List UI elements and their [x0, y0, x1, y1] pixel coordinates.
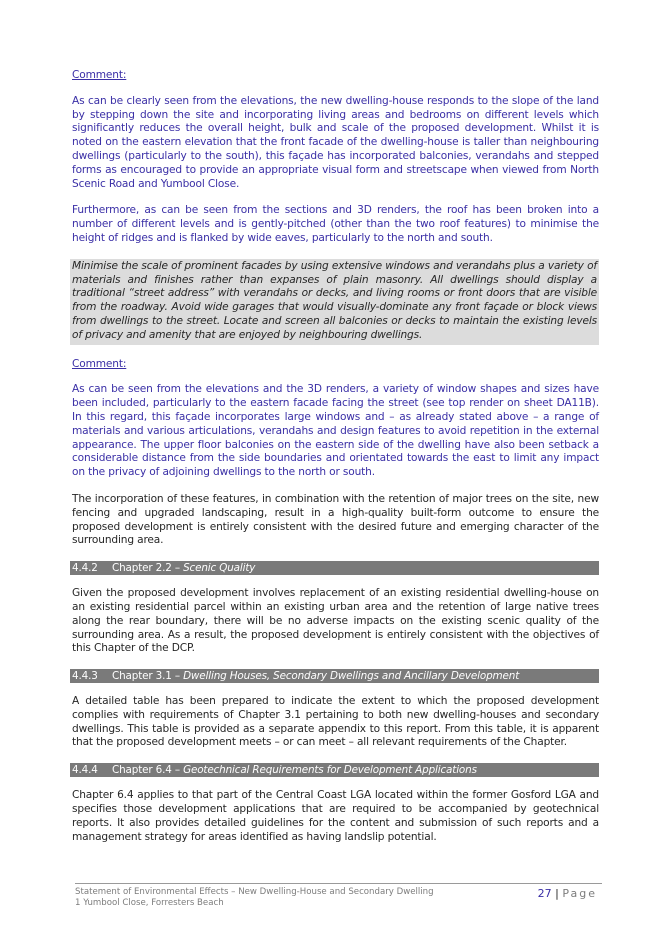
section-heading-4-4-2	[70, 561, 599, 575]
section-title-italic: Geotechnical Requirements for Development Applications	[183, 764, 477, 777]
section-heading-4-4-4	[70, 763, 599, 777]
section-number: 4.4.3	[72, 670, 98, 683]
section-title: Chapter 6.4 –	[112, 764, 184, 777]
section-title: Chapter 2.2 –	[112, 562, 184, 575]
body-paragraph: Chapter 6.4 applies to that part of the Central Coast LGA located within the former Gosford LGA and specifies those development applications that are required to be accompanied by geotechnical reports. It also provides detailed guidelines for the content and submission of such reports and a management strategy for areas identified as having landslip potential.	[72, 789, 599, 843]
comment-paragraph: As can be clearly seen from the elevations, the new dwelling-house responds to the slope of the land by stepping down the site and incorporating living areas and bedrooms on different levels which significantly reduces the overall height, bulk and scale of the proposed development. Whilst it is noted on the eastern elevation that the front facade of the dwelling-house is taller than neighbouring dwellings (particularly to the south), this façade has incorporated balconies, verandahs and stepped forms as encouraged to provide an appropriate visual form and streetscape when viewed from North Scenic Road and Yumbool Close.	[72, 94, 599, 190]
page-word: Page	[562, 887, 597, 900]
comment-label: Comment:	[72, 357, 127, 370]
section-number: 4.4.2	[72, 562, 98, 575]
comment-paragraph: As can be seen from the elevations and the 3D renders, a variety of window shapes and sizes have been included, particularly to the eastern facade facing the street (see top render on sheet DA11B). In this regard, this façade incorporates large windows and – as already stated above – a range of materials and various articulations, verandahs and design features to avoid repetition in the external appearance. The upper floor balconies on the eastern side of the dwelling have also been setback a considerable distance from the side boundaries and orientated towards the east to limit any impact on the privacy of adjoining dwellings to the north or south.	[72, 383, 599, 479]
page-footer	[75, 883, 602, 908]
section-title-italic: Dwelling Houses, Secondary Dwellings and Ancillary Development	[183, 670, 520, 683]
comment-label: Comment:	[72, 69, 127, 81]
footer-address: 1 Yumbool Close, Forresters Beach	[75, 897, 224, 908]
body-paragraph: The incorporation of these features, in combination with the retention of major trees on the site, new fencing and upgraded landscaping, result in a high-quality built-form outcome to ensure the proposed development is entirely consistent with the desired future and emerging character of the surrounding area.	[72, 492, 599, 547]
comment-paragraph: Furthermore, as can be seen from the sections and 3D renders, the roof has been broken into a number of different levels and is gently-pitched (other than the two roof features) to minimise the height of ridges and is flanked by wide eaves, particularly to the north and south.	[72, 204, 599, 244]
body-paragraph: Given the proposed development involves replacement of an existing residential dwelling-house on an existing residential parcel within an existing urban area and the retention of large native trees along the rear boundary, there will be no adverse impacts on the existing scenic quality of the surrounding area. As a result, the proposed development is entirely consistent with the objectives of this Chapter of the DCP.	[72, 587, 599, 655]
page-number: 27	[537, 887, 552, 900]
page-separator: |	[555, 887, 559, 900]
page-number-block	[538, 887, 597, 900]
body-paragraph: A detailed table has been prepared to indicate the extent to which the proposed development complies with requirements of Chapter 3.1 pertaining to both new dwelling-houses and secondary dwellings. This table is provided as a separate appendix to this report. From this table, it is apparent that the proposed development meets – or can meet – all relevant requirements of the Chapter.	[72, 695, 599, 749]
section-title-italic: Scenic Quality	[183, 562, 256, 575]
page-content	[72, 69, 599, 844]
footer-document-title: Statement of Environmental Effects – New Dwelling-House and Secondary Dwelling	[75, 887, 434, 897]
section-title: Chapter 3.1 –	[112, 670, 184, 683]
section-heading-4-4-3	[70, 669, 599, 683]
dcp-quote-block: Minimise the scale of prominent facades by using extensive windows and verandahs plus a variety of materials and finishes rather than expanses of plain masonry. All dwellings should display a traditional “street address” with verandahs or decks, and living rooms or front doors that are visible from the roadway. Avoid wide garages that would visually-dominate any front façade or block views from dwellings to the street. Locate and screen all balconies or decks to maintain the existing levels of privacy and amenity that are enjoyed by neighbouring dwellings.	[70, 259, 599, 345]
section-number: 4.4.4	[72, 764, 98, 777]
